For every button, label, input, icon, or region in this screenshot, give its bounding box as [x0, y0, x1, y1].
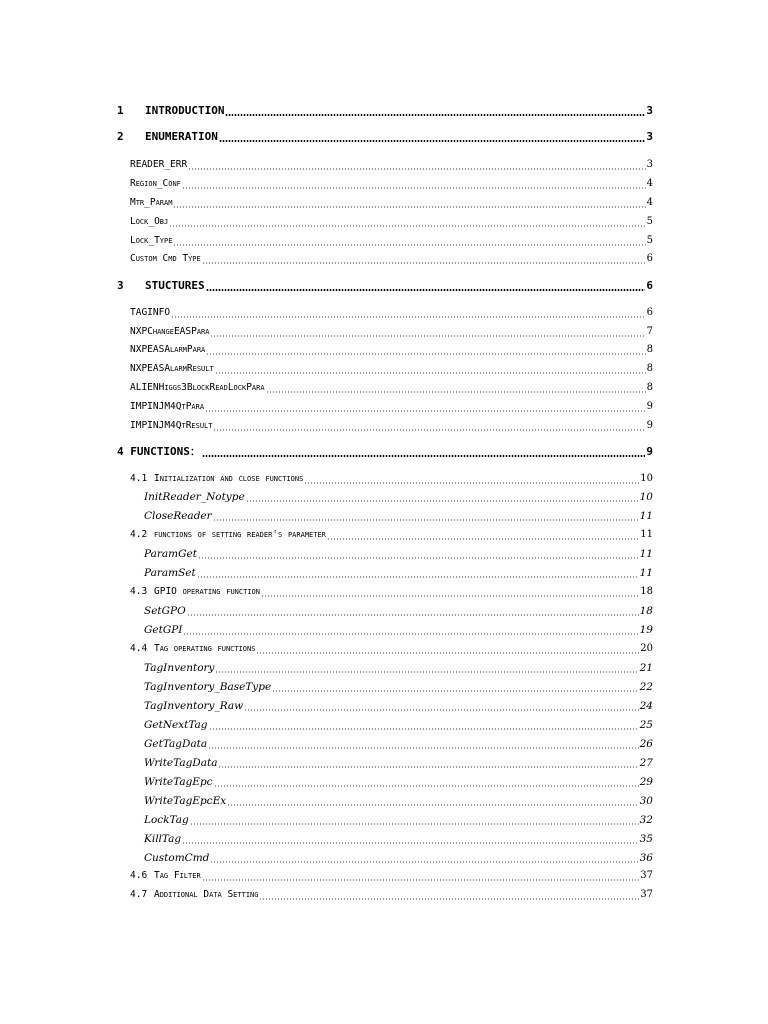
toc-entry[interactable] [144, 831, 653, 847]
dot-leader [210, 861, 638, 863]
dot-leader [261, 595, 639, 597]
toc-entry-page-number: 4 [646, 178, 653, 189]
toc-entry-page-number: 19 [639, 624, 653, 636]
toc-entry-label: CloseReader [144, 510, 212, 522]
toc-entry-page-number: 18 [639, 605, 653, 617]
toc-entry-page-number: 25 [639, 719, 653, 731]
toc-entry[interactable] [117, 278, 653, 294]
toc-entry-page-number: 36 [639, 852, 653, 864]
toc-entry-label: InitReader_Notype [144, 491, 245, 503]
dot-leader [173, 206, 645, 208]
toc-entry-label: GetTagData [144, 738, 208, 750]
toc-entry-page-number: 20 [640, 643, 653, 654]
toc-entry-page-number: 3 [646, 159, 653, 170]
toc-entry-page-number: 11 [639, 510, 653, 522]
toc-entry-page-number: 24 [639, 700, 653, 712]
dot-leader [202, 262, 646, 264]
toc-entry[interactable] [130, 399, 653, 415]
dot-leader [182, 187, 646, 189]
dot-leader [209, 728, 639, 730]
dot-leader [187, 614, 639, 616]
toc-entry[interactable] [130, 157, 653, 173]
toc-entry-page-number: 5 [646, 235, 653, 246]
dot-leader [197, 576, 639, 578]
toc-entry[interactable] [144, 679, 653, 695]
toc-entry-label: WriteTagEpc [144, 776, 213, 788]
dot-leader [208, 747, 638, 749]
toc-entry-number: 4.2 [130, 529, 148, 540]
toc-entry-label: ParamGet [144, 548, 197, 560]
dot-leader [198, 557, 639, 559]
toc-entry-page-number: 37 [640, 870, 653, 881]
toc-entry-page-number: 30 [639, 795, 653, 807]
toc-entry-label: READER_ERR [130, 159, 188, 170]
toc-entry-page-number: 6 [646, 253, 653, 264]
toc-entry-page-number: 8 [646, 382, 653, 393]
toc-entry[interactable] [144, 717, 653, 733]
toc-entry-label: GetNextTag [144, 719, 208, 731]
toc-entry[interactable] [144, 755, 653, 771]
toc-entry-label: SetGPO [144, 605, 186, 617]
dot-leader [246, 500, 639, 502]
toc-entry-page-number: 4 [646, 197, 653, 208]
toc-entry-label: TagInventory [144, 662, 215, 674]
toc-entry-label: WriteTagData [144, 757, 218, 769]
dot-leader [218, 766, 638, 768]
toc-entry[interactable] [130, 233, 653, 249]
toc-entry-page-number: 7 [646, 326, 653, 337]
toc-entry[interactable] [144, 850, 653, 866]
toc-entry-page-number: 3 [646, 104, 653, 117]
toc-entry-label: TAGINFO [130, 307, 171, 318]
toc-entry-label: TagInventory_Raw [144, 700, 244, 712]
dot-leader [171, 316, 646, 318]
toc-entry-label: NXPChangeEASPara [130, 326, 210, 337]
toc-entry-label: IMPINJM4QtResult [130, 420, 213, 431]
toc-entry-label: Lock_Obj [130, 216, 169, 227]
dot-leader [213, 429, 645, 431]
dot-leader [215, 671, 638, 673]
toc-entry[interactable] [144, 660, 653, 676]
toc-entry-page-number: 26 [639, 738, 653, 750]
toc-entry-label: GetGPI [144, 624, 183, 636]
toc-entry-label: NXPEASAlarmResult [130, 363, 214, 374]
toc-entry-label: GPIO operating function [154, 586, 260, 597]
toc-entry[interactable] [130, 176, 653, 192]
dot-leader [272, 690, 638, 692]
toc-entry-label: LockTag [144, 814, 189, 826]
toc-entry-number: 4.7 [130, 889, 148, 900]
toc-entry-label: CustomCmd [144, 852, 210, 864]
dot-leader [206, 289, 646, 291]
toc-entry[interactable] [130, 868, 653, 884]
dot-leader [266, 391, 646, 393]
toc-entry[interactable] [144, 622, 653, 638]
dot-leader [206, 353, 645, 355]
toc-entry[interactable] [130, 527, 653, 543]
toc-entry-label: ParamSet [144, 567, 196, 579]
toc-entry[interactable] [130, 418, 653, 434]
toc-entry-label: ALIENHiggs3BlockReadLockPara [130, 382, 265, 393]
toc-entry-label: NXPEASAlarmPara [130, 344, 206, 355]
toc-entry[interactable] [144, 698, 653, 714]
toc-entry[interactable] [130, 361, 653, 377]
toc-entry-label: Lock_Type [130, 235, 173, 246]
toc-entry-page-number: 11 [640, 529, 653, 540]
toc-entry[interactable] [130, 887, 653, 903]
toc-entry-label: Initialization and close functions [154, 473, 304, 484]
toc-entry-page-number: 21 [639, 662, 653, 674]
toc-entry[interactable] [117, 444, 653, 460]
toc-entry-number: 3 [117, 279, 124, 292]
dot-leader [304, 482, 639, 484]
dot-leader [244, 709, 639, 711]
toc-entry-number: 1 [117, 104, 124, 117]
toc-entry-page-number: 22 [639, 681, 653, 693]
toc-entry[interactable] [144, 565, 653, 581]
toc-entry[interactable] [144, 812, 653, 828]
toc-entry-number: 4.1 [130, 473, 148, 484]
dot-leader [202, 879, 640, 881]
toc-entry-number: 4.6 [130, 870, 148, 881]
toc-entry-page-number: 8 [646, 363, 653, 374]
toc-entry-label: Custom Cmd Type [130, 253, 201, 264]
toc-entry-page-number: 35 [639, 833, 653, 845]
toc-entry-page-number: 3 [646, 130, 653, 143]
toc-entry[interactable] [144, 736, 653, 752]
toc-entry[interactable] [130, 214, 653, 230]
dot-leader [215, 372, 646, 374]
dot-leader [169, 225, 645, 227]
toc-entry-page-number: 9 [646, 445, 653, 458]
toc-entry-number: 4.4 [130, 643, 148, 654]
dot-leader [213, 519, 639, 521]
toc-entry[interactable] [130, 195, 653, 211]
toc-entry-label: functions of setting reader's parameter [154, 529, 326, 540]
toc-entry-label: WriteTagEpcEx [144, 795, 227, 807]
dot-leader [225, 114, 645, 116]
toc-entry[interactable] [144, 546, 653, 562]
dot-leader [214, 785, 639, 787]
dot-leader [188, 168, 645, 170]
toc-entry-number: 4.3 [130, 586, 148, 597]
toc-entry[interactable] [144, 508, 653, 524]
toc-entry-label: Region_Conf [130, 178, 181, 189]
toc-entry[interactable] [130, 584, 653, 600]
toc-entry-page-number: 6 [646, 279, 653, 292]
toc-entry-page-number: 8 [646, 344, 653, 355]
toc-entry-page-number: 6 [646, 307, 653, 318]
toc-entry-label: TagInventory_BaseType [144, 681, 272, 693]
toc-entry-page-number: 11 [639, 567, 653, 579]
toc-entry-page-number: 27 [639, 757, 653, 769]
toc-entry[interactable] [130, 641, 653, 657]
toc-entry-label: INTRODUCTION [145, 104, 225, 117]
toc-entry-label: ENUMERATION [145, 130, 218, 143]
dot-leader [256, 652, 639, 654]
toc-entry-page-number: 29 [639, 776, 653, 788]
toc-entry[interactable] [130, 471, 653, 487]
toc-entry-number: 2 [117, 130, 124, 143]
toc-entry-label: Tag operating functions [154, 643, 256, 654]
toc-entry-page-number: 10 [639, 491, 653, 503]
dot-leader [219, 140, 646, 142]
dot-leader [182, 842, 639, 844]
toc-entry[interactable] [130, 324, 653, 340]
toc-entry-label: Tag Filter [154, 870, 201, 881]
toc-entry[interactable] [144, 774, 653, 790]
toc-entry-page-number: 9 [646, 401, 653, 412]
dot-leader [190, 823, 639, 825]
toc-entry[interactable] [144, 603, 653, 619]
dot-leader [205, 410, 646, 412]
toc-entry[interactable] [130, 380, 653, 396]
dot-leader [210, 335, 645, 337]
toc-entry[interactable] [144, 489, 653, 505]
toc-entry[interactable] [130, 251, 653, 267]
dot-leader [259, 898, 639, 900]
toc-entry-page-number: 18 [640, 586, 653, 597]
dot-leader [183, 633, 638, 635]
toc-entry-label: STUCTURES [145, 279, 205, 292]
dot-leader [327, 538, 639, 540]
dot-leader [173, 244, 645, 246]
toc-entry[interactable] [130, 305, 653, 321]
toc-entry[interactable] [117, 129, 653, 145]
toc-entry-page-number: 37 [640, 889, 653, 900]
toc-entry-label: Mtr_Param [130, 197, 173, 208]
toc-entry-page-number: 9 [646, 420, 653, 431]
dot-leader [202, 455, 646, 457]
toc-entry-label: Additional Data Setting [154, 889, 259, 900]
toc-entry-label: 4 FUNCTIONS： [117, 445, 201, 458]
toc-entry[interactable] [130, 342, 653, 358]
toc-entry[interactable] [117, 103, 653, 119]
toc-entry-page-number: 10 [640, 473, 653, 484]
toc-entry-label: KillTag [144, 833, 182, 845]
toc-entry-label: IMPINJM4QtPara [130, 401, 205, 412]
toc-entry-page-number: 5 [646, 216, 653, 227]
toc-entry[interactable] [144, 793, 653, 809]
dot-leader [227, 804, 638, 806]
toc-entry-page-number: 11 [639, 548, 653, 560]
toc-entry-page-number: 32 [639, 814, 653, 826]
